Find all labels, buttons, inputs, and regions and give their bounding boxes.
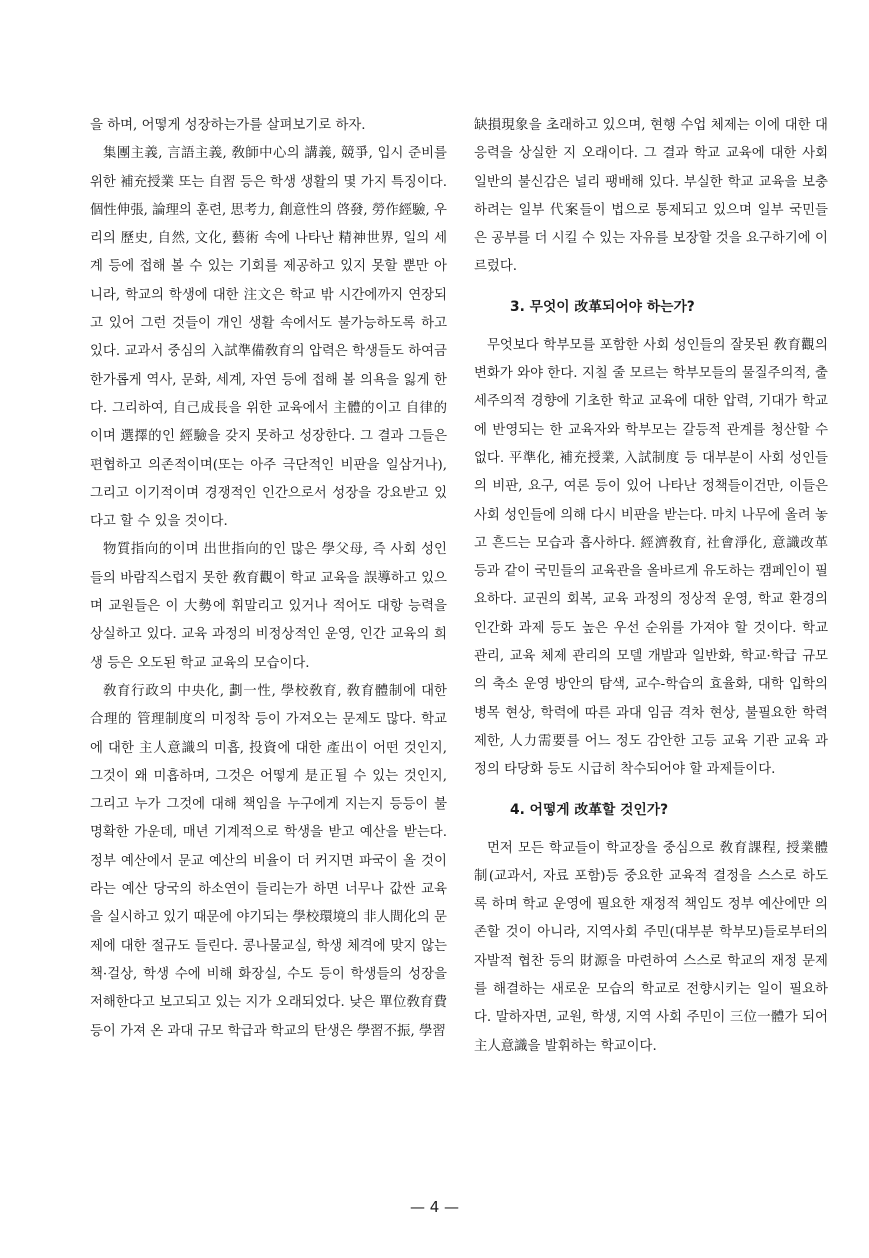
section-heading-3: 3. 무엇이 改革되어야 하는가? (510, 298, 695, 315)
paragraph: 缺損現象을 초래하고 있으며, 현행 수업 체제는 이에 대한 대응력을 상실한 지 오래이다. 그 결과 학교 교육에 대한 사회 일반의 불신감은 널리 팽배해 있다. 부실한 학교 교육을 보충하려는 일부 代案들이 법으로 통제되고 있으며 일부 국민들은 공부를 더 시킬 수 있는 자유를 보장할 것을 요구하기에 이르렀다. (474, 118, 828, 275)
right-column (474, 112, 828, 1061)
paragraph: 敎育行政의 中央化, 劃一性, 學校敎育, 敎育體制에 대한 合理的 管理制度의 미정착 등이 가져오는 문제도 많다. 학교에 대한 主人意識의 미흡, 投資에 대한 產出이 어떤 것인지, 그것이 왜 미흡하며, 그것은 어떻게 是正될 수 있는 것인지, 그리고 누가 그것에 대해 책임을 누구에게 지는지 등등이 불명확한 가운데, 매년 기계적으로 학생을 받고 예산을 받는다. 정부 예산에서 문교 예산의 비율이 더 커지면 파국이 올 것이라는 예산 당국의 하소연이 들리는가 하면 너무나 값싼 교육을 실시하고 있기 때문에 야기되는 學校環境의 非人間化의 문제에 대한 절규도 들린다. 콩나물교실, 학생 체격에 맞지 않는 책·걸상, 학생 수에 비해 화장실, 수도 등이 학생들의 성장을 저해한다고 보고되고 있는 지가 오래되었다. 낮은 單位敎育費 등이 가져 온 과대 규모 학급과 학교의 탄생은 學習不振, 學習 (90, 683, 447, 1039)
page-number: — 4 — (409, 1198, 460, 1216)
section-heading-4: 4. 어떻게 改革할 것인가? (510, 801, 669, 818)
left-column (90, 112, 447, 1046)
paragraph: 集團主義, 言語主義, 敎師中心의 講義, 競爭, 입시 준비를 위한 補充授業 또는 自習 등은 학생 생활의 몇 가지 특징이다. 個性伸張, 論理의 훈련, 思考力, 創意性의 啓發, 勞作經驗, 우리의 歷史, 自然, 文化, 藝術 속에 나타난 精神世界, 일의 세계 등에 접해 볼 수 있는 기회를 제공하고 있지 못할 뿐만 아니라, 학교의 학생에 대한 注文은 학교 밖 시간에까지 연장되고 있어 그런 것들이 개인 생활 속에서도 불가능하도록 하고 있다. 교과서 중심의 入試準備敎育의 압력은 학생들도 하여금 한가롭게 역사, 문화, 세계, 자연 등에 접해 볼 의욕을 잃게 한다. 그리하여, 自己成長을 위한 교육에서 主體的이고 自律的이며 選擇的인 經驗을 갖지 못하고 성장한다. 그 결과 그들은 편협하고 의존적이며(또는 아주 극단적인 비판을 일삼거나), 그리고 이기적이며 경쟁적인 인간으로서 성장을 강요받고 있다고 할 수 있을 것이다. (90, 146, 447, 530)
paragraph: 物質指向的이며 出世指向的인 많은 學父母, 즉 사회 성인들의 바람직스럽지 못한 敎育觀이 학교 교육을 誤導하고 있으며 교원들은 이 大勢에 휘말리고 있거나 적어도 대항 능력을 상실하고 있다. 교육 과정의 비정상적인 운영, 인간 교육의 희생 등은 오도된 학교 교육의 모습이다. (90, 542, 447, 671)
paragraph: 무엇보다 학부모를 포함한 사회 성인들의 잘못된 敎育觀의 변화가 와야 한다. 지칠 줄 모르는 학부모들의 물질주의적, 출세주의적 경향에 기초한 학교 교육에 대한 압력, 기대가 학교에 반영되는 한 교육자와 학부모는 갈등적 관계를 청산할 수 없다. 平準化, 補充授業, 入試制度 등 대부분이 사회 성인들의 비판, 요구, 여론 등이 있어 나타난 정책들이건만, 이들은 사회 성인들에 의해 다시 비판을 받는다. 마치 나무에 올려 놓고 흔드는 모습과 흡사하다. 經濟敎育, 社會淨化, 意識改革 등과 같이 국민들의 교육관을 올바르게 유도하는 캠페인이 필요하다. 교권의 회복, 교육 과정의 정상적 운영, 학교 환경의 인간화 과제 등도 높은 우선 순위를 가져야 할 것이다. 학교 관리, 교육 체제 관리의 모델 개발과 일반화, 학교·학급 규모의 축소 운영 방안의 탐색, 교수-학습의 효율화, 대학 입학의 병목 현상, 학력에 따른 과대 임금 격차 현상, 불필요한 학력 제한, 人力需要를 어느 정도 감안한 고등 교육 기관 교육 과정의 타당화 등도 시급히 착수되어야 할 과제들이다. (474, 337, 828, 778)
paragraph: 을 하며, 어떻게 성장하는가를 살펴보기로 하자. (90, 118, 366, 133)
paragraph: 먼저 모든 학교들이 학교장을 중심으로 敎育課程, 授業體制(교과서, 자료 포함)등 중요한 교육적 결정을 스스로 하도록 하며 학교 운영에 필요한 재정적 책임도 정부 예산에만 의존할 것이 아니라, 지역사회 주민(대부분 학부모)들로부터의 자발적 협찬 등의 財源을 마련하여 스스로 학교의 재정 문제를 해결하는 새로운 모습의 학교로 전향시키는 일이 필요하다. 말하자면, 교원, 학생, 지역 사회 주민이 三位一體가 되어 主人意識을 발휘하는 학교이다. (474, 840, 828, 1054)
